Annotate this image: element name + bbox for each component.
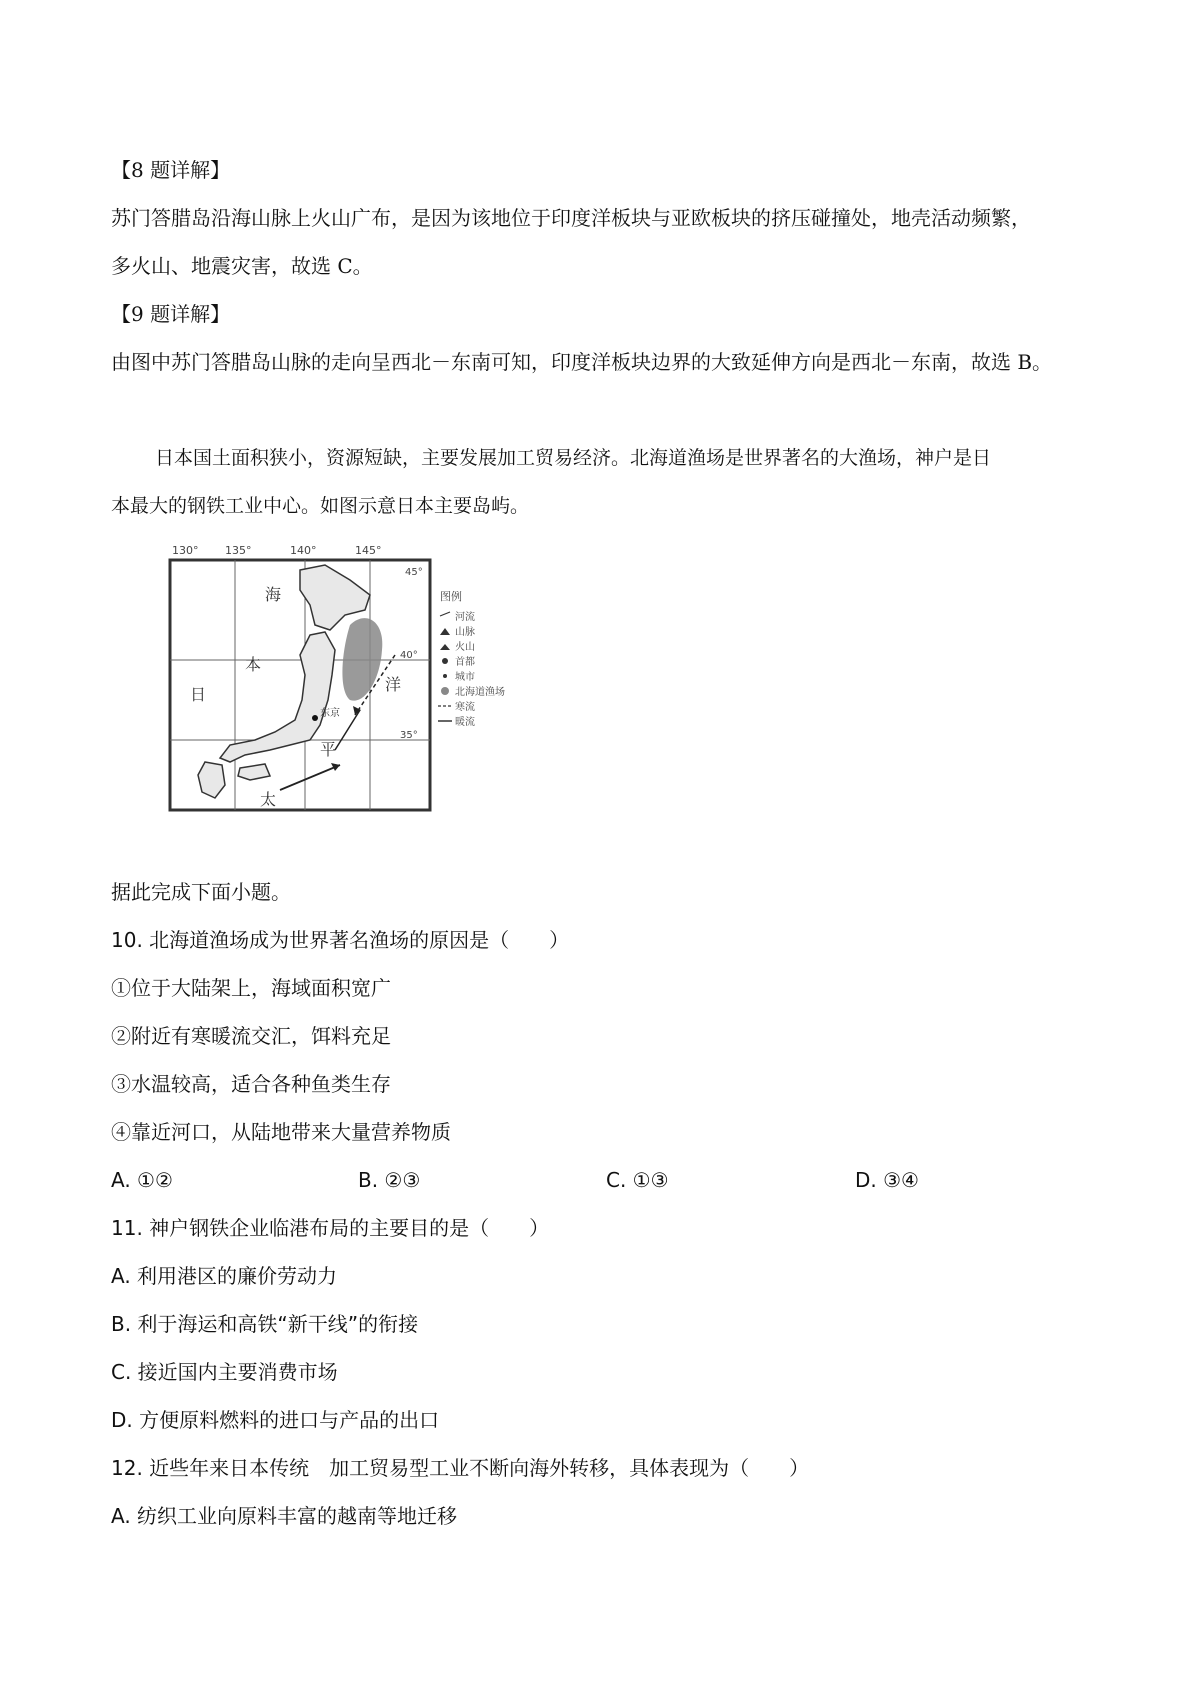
lon-label-130: 130° [172,544,199,557]
lat-label-35: 35° [400,730,418,741]
q10-stem: 10. 北海道渔场成为世界著名渔场的原因是（ ） [111,928,570,952]
tokyo-label: 东京 [320,708,340,719]
intro-line-2: 本最大的钢铁工业中心。如图示意日本主要岛屿。 [111,495,530,517]
prompt-text: 据此完成下面小题。 [111,880,291,904]
legend-item-mountain: 山脉 [455,627,475,638]
q10-statement-3: ③水温较高，适合各种鱼类生存 [111,1072,391,1096]
q11-stem: 11. 神户钢铁企业临港布局的主要目的是（ ） [111,1216,550,1240]
q11-option-a[interactable]: A. 利用港区的廉价劳动力 [111,1264,338,1288]
q11-option-d[interactable]: D. 方便原料燃料的进口与产品的出口 [111,1408,440,1432]
sea-char-tai: 太 [260,790,277,809]
sea-char-ri: 日 [190,685,207,704]
q11-option-c[interactable]: C. 接近国内主要消费市场 [111,1360,338,1384]
q12-option-a[interactable]: A. 纺织工业向原料丰富的越南等地迁移 [111,1504,458,1528]
lat-label-40: 40° [400,650,418,661]
q10-option-a[interactable]: A. ①② [111,1168,173,1192]
q10-statement-1: ①位于大陆架上，海域面积宽广 [111,976,391,1000]
q8-heading: 【8 题详解】 [111,158,231,182]
legend-item-volcano: 火山 [455,642,475,653]
legend-item-capital: 首都 [455,657,475,668]
q10-statement-2: ②附近有寒暖流交汇，饵料充足 [111,1024,391,1048]
q10-option-d[interactable]: D. ③④ [855,1168,919,1192]
sea-char-ben: 本 [245,655,262,674]
sea-char-ping: 平 [320,740,337,759]
legend-item-city: 城市 [455,672,475,683]
legend-item-river: 河流 [455,612,475,623]
lon-label-140: 140° [290,544,317,557]
japan-islands-map [160,540,560,830]
q10-option-b[interactable]: B. ②③ [358,1168,421,1192]
q9-heading: 【9 题详解】 [111,302,231,326]
q10-statement-4: ④靠近河口，从陆地带来大量营养物质 [111,1120,451,1144]
q8-explanation-line-1: 苏门答腊岛沿海山脉上火山广布，是因为该地位于印度洋板块与亚欧板块的挤压碰撞处，地壳活动频繁， [111,206,1031,230]
sea-char-yang: 洋 [385,675,402,694]
lat-label-45: 45° [405,567,423,578]
lon-label-145: 145° [355,544,382,557]
q11-option-b[interactable]: B. 利于海运和高铁“新干线”的衔接 [111,1312,419,1336]
legend-item-cold-current: 寒流 [455,702,475,713]
legend-item-warm-current: 暖流 [455,717,475,728]
tokyo-marker [312,715,318,721]
legend-item-fishery: 北海道渔场 [455,687,505,698]
intro-line-1: 日本国土面积狭小，资源短缺，主要发展加工贸易经济。北海道渔场是世界著名的大渔场，神户是日 [155,447,992,469]
sea-char-hai: 海 [265,585,282,604]
lon-label-135: 135° [225,544,252,557]
q8-explanation-line-2: 多火山、地震灾害，故选 C。 [111,254,373,278]
legend-title: 图例 [440,590,462,603]
q12-stem: 12. 近些年来日本传统 加工贸易型工业不断向海外转移，具体表现为（ ） [111,1456,810,1480]
q9-explanation-line-1: 由图中苏门答腊岛山脉的走向呈西北－东南可知，印度洋板块边界的大致延伸方向是西北－东南，故选 B。 [111,350,1053,374]
q10-option-c[interactable]: C. ①③ [606,1168,669,1192]
